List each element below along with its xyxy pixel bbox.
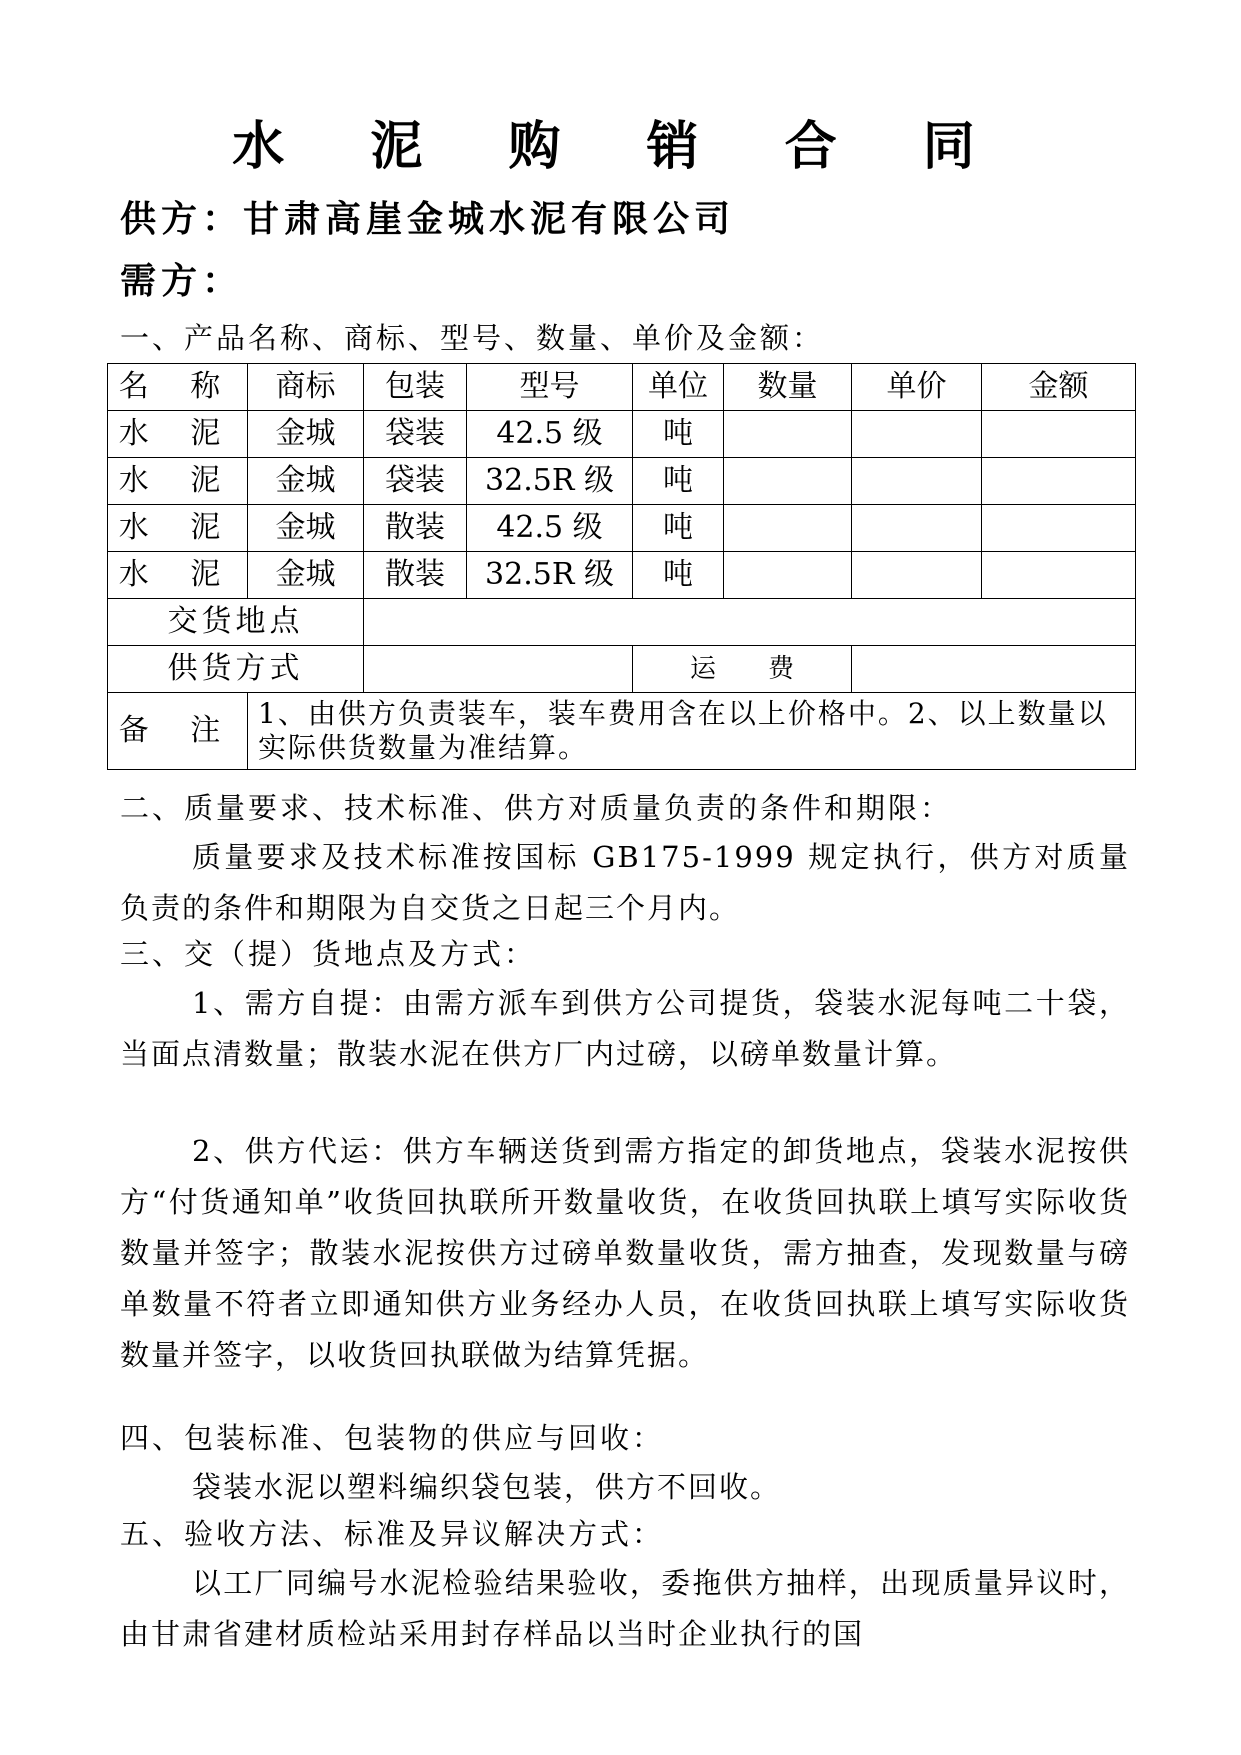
product-table xyxy=(107,363,1136,770)
header-cell: 单价 xyxy=(852,364,982,411)
header-cell: 金额 xyxy=(982,364,1136,411)
header-cell: 型号 xyxy=(467,364,633,411)
cell-unit-price xyxy=(852,411,982,458)
supply-method-row xyxy=(108,646,1136,693)
section-4-body: 袋装水泥以塑料编织袋包装，供方不回收。 xyxy=(192,1470,782,1504)
cell-name: 水 泥 xyxy=(108,411,248,458)
cell-unit: 吨 xyxy=(633,458,724,505)
table-header-row xyxy=(108,364,1136,411)
cell-unit-price xyxy=(852,552,982,599)
cell-model: 42.5 级 xyxy=(467,411,633,458)
remarks-text: 1、由供方负责装车，装车费用含在以上价格中。2、以上数量以实际供货数量为准结算。 xyxy=(248,693,1136,770)
cell-amount xyxy=(982,411,1136,458)
header-cell: 名 称 xyxy=(108,364,248,411)
cell-amount xyxy=(982,552,1136,599)
supply-method-value xyxy=(364,646,633,693)
cell-brand: 金城 xyxy=(248,411,364,458)
cell-model: 32.5R 级 xyxy=(467,458,633,505)
header-cell: 单位 xyxy=(633,364,724,411)
cell-model: 42.5 级 xyxy=(467,505,633,552)
section-2-heading: 二、质量要求、技术标准、供方对质量负责的条件和期限： xyxy=(120,791,953,825)
document-title: 水 泥 购 销 合 同 xyxy=(232,117,1009,177)
remarks-row xyxy=(108,693,1136,770)
cell-model: 32.5R 级 xyxy=(467,552,633,599)
header-cell: 包装 xyxy=(364,364,467,411)
table-row xyxy=(108,552,1136,599)
cell-unit-price xyxy=(852,505,982,552)
delivery-place-label: 交货地点 xyxy=(108,599,364,646)
cell-unit: 吨 xyxy=(633,552,724,599)
section-3-paragraph-2: 2、供方代运：供方车辆送货到需方指定的卸货地点，袋装水泥按供方“付货通知单”收货回执联所开数量收货，在收货回执联上填写实际收货数量并签字；散装水泥按供方过磅单数量收货，需方抽查，发现数量与磅单数量不符者立即通知供方业务经办人员，在收货回执联上填写实际收货数量并签字，以收货回执联做为结算凭据。 xyxy=(120,1134,1130,1372)
section-1-heading: 一、产品名称、商标、型号、数量、单价及金额： xyxy=(120,321,825,355)
header-cell: 商标 xyxy=(248,364,364,411)
supplier-line: 供方：甘肃高崖金城水泥有限公司 xyxy=(120,199,736,240)
cell-amount xyxy=(982,505,1136,552)
cell-amount xyxy=(982,458,1136,505)
cell-quantity xyxy=(724,552,852,599)
cell-brand: 金城 xyxy=(248,505,364,552)
cell-brand: 金城 xyxy=(248,552,364,599)
cell-quantity xyxy=(724,505,852,552)
delivery-place-value xyxy=(364,599,1136,646)
cell-packaging: 散装 xyxy=(364,505,467,552)
freight-value xyxy=(852,646,1136,693)
cell-packaging: 袋装 xyxy=(364,411,467,458)
cell-name: 水 泥 xyxy=(108,458,248,505)
cell-quantity xyxy=(724,458,852,505)
header-cell: 数量 xyxy=(724,364,852,411)
cell-quantity xyxy=(724,411,852,458)
cell-unit: 吨 xyxy=(633,505,724,552)
section-3-heading: 三、交（提）货地点及方式： xyxy=(120,937,537,971)
cell-brand: 金城 xyxy=(248,458,364,505)
cell-packaging: 散装 xyxy=(364,552,467,599)
section-5-heading: 五、验收方法、标准及异议解决方式： xyxy=(120,1517,665,1551)
cell-unit-price xyxy=(852,458,982,505)
delivery-place-row xyxy=(108,599,1136,646)
table-row xyxy=(108,505,1136,552)
cell-name: 水 泥 xyxy=(108,505,248,552)
cell-name: 水 泥 xyxy=(108,552,248,599)
table-row xyxy=(108,411,1136,458)
table-row xyxy=(108,458,1136,505)
section-3-paragraph-1: 1、需方自提：由需方派车到供方公司提货，袋装水泥每吨二十袋，当面点清数量；散装水泥在供方厂内过磅，以磅单数量计算。 xyxy=(120,986,1130,1071)
cell-packaging: 袋装 xyxy=(364,458,467,505)
remarks-label: 备 注 xyxy=(108,693,248,770)
cell-unit: 吨 xyxy=(633,411,724,458)
section-4-heading: 四、包装标准、包装物的供应与回收： xyxy=(120,1421,665,1455)
section-5-body: 以工厂同编号水泥检验结果验收，委拖供方抽样，出现质量异议时，由甘肃省建材质检站采用封存样品以当时企业执行的国 xyxy=(120,1566,1130,1651)
freight-label: 运 费 xyxy=(633,646,852,693)
supply-method-label: 供货方式 xyxy=(108,646,364,693)
section-2-body: 质量要求及技术标准按国标 GB175-1999 规定执行，供方对质量负责的条件和期限为自交货之日起三个月内。 xyxy=(120,840,1130,925)
buyer-line: 需方： xyxy=(120,261,244,302)
